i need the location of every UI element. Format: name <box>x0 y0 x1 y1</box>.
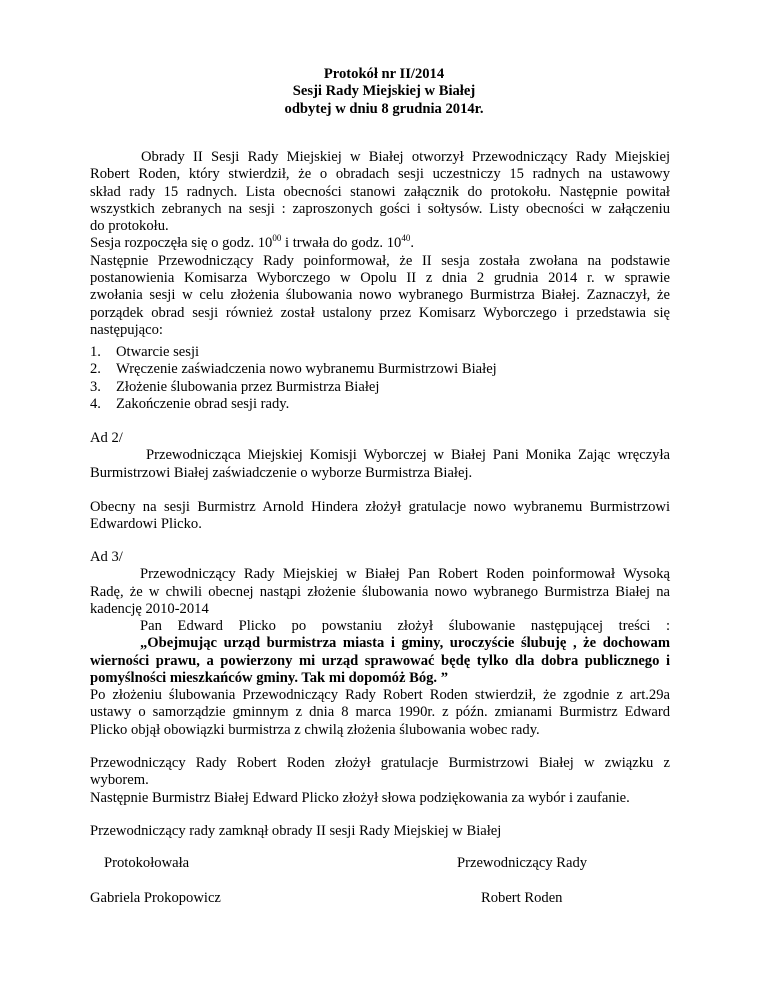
congrats2-line-3: Następnie Burmistrz Białej Edward Plicko złożył słowa podziękowania za wybór i zaufanie. <box>90 789 630 806</box>
signature-left-name: Gabriela Prokopowicz <box>90 890 221 906</box>
title-line-1: Protokół nr II/2014 <box>323 66 445 82</box>
congrats-line-1: Obecny na sesji Burmistrz Arnold Hindera złożył gratulacje nowo wybranemu Burmistrzowi <box>90 499 670 515</box>
list-item: 2. Wręczenie zaświadczenia nowo wybranemu Burmistrzowi Białej <box>90 361 497 378</box>
agenda-intro-line-5: następująco: <box>90 321 163 338</box>
after-oath-line-2: ustawy o samorządzie gminnym z dnia 8 marca 1990r. z późn. zmianami Burmistrz Edward <box>90 704 670 721</box>
ad3-heading: Ad 3/ <box>90 549 123 565</box>
agenda-intro-line-3: zwołania sesji w celu złożenia ślubowania nowo wybranego Burmistrza Białej. Zaznaczył, że <box>90 287 670 304</box>
signature-right-role: Przewodniczący Rady <box>457 855 588 871</box>
after-oath-line-1: Po złożeniu ślubowania Przewodniczący Rady Robert Roden stwierdził, że zgodnie z art.29a <box>90 687 670 703</box>
agenda-list <box>90 344 670 413</box>
intro-line-5: do protokołu. <box>90 218 169 235</box>
ad3-line-3: kadencję 2010-2014 <box>90 600 209 617</box>
oath-line-3: pomyślności mieszkańców gminy. Tak mi dopomóż Bóg. ” <box>90 670 449 687</box>
session-time: Sesja rozpoczęła się o godz. $10^{00}$ i trwała do godz. $10^{40}$. <box>90 233 414 252</box>
congrats-paragraph <box>90 499 670 534</box>
congrats2-line-2: wyborem. <box>90 772 149 789</box>
intro-line-3: skład rady 15 radnych. Lista obecności stanowi załącznik do protokołu. Następnie powitał <box>90 183 670 200</box>
congrats2-paragraph <box>90 755 670 807</box>
document-title <box>0 66 768 118</box>
ad2-line-2: Burmistrzowi Białej zaświadczenie o wyborze Burmistrza Białej. <box>90 464 473 481</box>
agenda-intro-line-4: porządek obrad sesji również został ustalony przez Komisarz Wyborczego i przedstawia się <box>90 304 670 321</box>
ad3-line-1: Przewodniczący Rady Miejskiej w Białej Pan Robert Roden poinformował Wysoką <box>140 566 670 583</box>
list-item: 1. Otwarcie sesji <box>90 344 200 360</box>
intro-paragraph <box>90 149 670 339</box>
after-oath-line-3: Plicko objął obowiązki burmistrza z chwilą złożenia ślubowania wobec rady. <box>90 721 540 738</box>
ad3-line-4: Pan Edward Plicko po powstaniu złożył ślubowanie następującej treści : <box>140 618 670 635</box>
closing-line: Przewodniczący rady zamknął obrady II sesji Rady Miejskiej w Białej <box>90 823 502 839</box>
ad2-line-1: Przewodnicząca Miejskiej Komisji Wyborczej w Białej Pani Monika Zając wręczyła <box>146 447 670 464</box>
signature-right-name: Robert Roden <box>481 890 563 906</box>
intro-line-2: Robert Roden, który stwierdził, że o obradach sesji uczestniczy 15 radnych na ustawowy <box>90 166 670 183</box>
list-item: 3. Złożenie ślubowania przez Burmistrza Białej <box>90 378 380 395</box>
title-line-3: odbytej w dniu 8 grudnia 2014r. <box>284 100 484 117</box>
signature-left-role: Protokołowała <box>104 855 190 871</box>
agenda-intro-line-1: Następnie Przewodniczący Rady poinformował, że II sesja została zwołana na podstawie <box>90 252 670 269</box>
ad3-line-2: Radę, że w chwili obecnej nastąpi złożenie ślubowania nowo wybranego Burmistrza Białej na <box>90 583 670 600</box>
ad2-section <box>90 430 670 482</box>
ad3-section <box>90 549 670 687</box>
intro-line-1: Obrady II Sesji Rady Miejskiej w Białej otworzył Przewodniczący Rady Miejskiej <box>141 149 670 165</box>
oath-line-2: wierności prawu, a powierzony mi urząd sprawować będę tylko dla dobra publicznego i <box>90 652 670 669</box>
congrats-line-2: Edwardowi Plicko. <box>90 516 202 533</box>
list-item: 4. Zakończenie obrad sesji rady. <box>90 395 290 412</box>
title-line-2: Sesji Rady Miejskiej w Białej <box>292 83 476 100</box>
oath-line-1: „Obejmując urząd burmistrza miasta i gminy, uroczyście ślubuję , że dochowam <box>140 635 670 652</box>
after-oath-paragraph <box>90 687 670 739</box>
agenda-intro-line-2: postanowienia Komisarza Wyborczego w Opolu II z dnia 2 grudnia 2014 r. w sprawie <box>90 270 670 287</box>
ad2-heading: Ad 2/ <box>90 430 123 446</box>
intro-line-4: wszystkich zebranych na sesji : zaproszonych gości i sołtysów. Listy obecności w załączeniu <box>90 200 670 217</box>
congrats2-line-1: Przewodniczący Rady Robert Roden złożył gratulacje Burmistrzowi Białej w związku z <box>90 755 670 771</box>
